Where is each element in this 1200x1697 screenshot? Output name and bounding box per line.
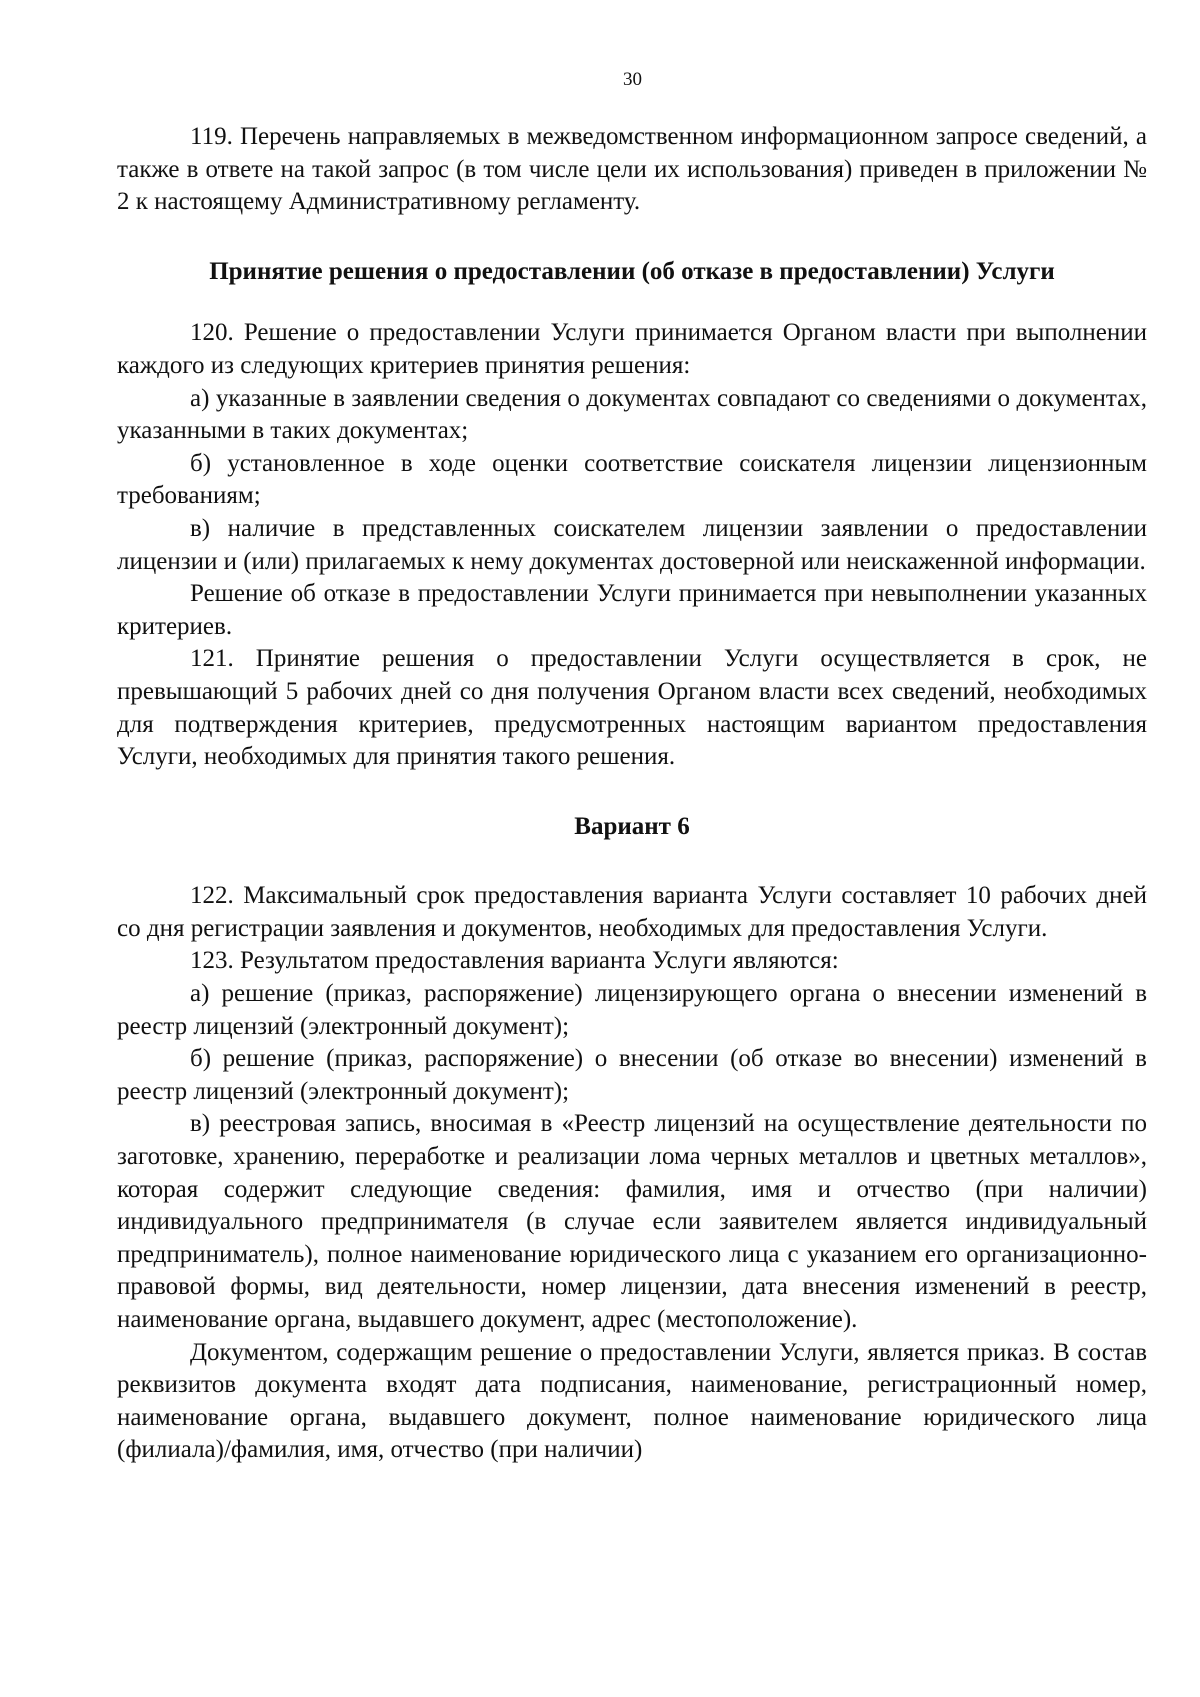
document-body	[117, 121, 1147, 1467]
paragraph-120-item-b: б) установленное в ходе оценки соответствие соискателя лицензии лицензионным требованиям;	[117, 449, 1147, 510]
paragraph-120-item-v: в) наличие в представленных соискателем лицензии заявлении о предоставлении лицензии и (или) прилагаемых к нему документах достоверной или неискаженной информации.	[117, 514, 1147, 575]
page-number: 30	[623, 69, 642, 90]
section-heading-variant-6: Вариант 6	[574, 812, 690, 840]
paragraph-122: 122. Максимальный срок предоставления варианта Услуги составляет 10 рабочих дней со дня регистрации заявления и документов, необходимых для предоставления Услуги.	[117, 882, 1147, 942]
paragraph-120: 120. Решение о предоставлении Услуги принимается Органом власти при выполнении каждого из следующих критериев принятия решения:	[117, 319, 1147, 379]
paragraph-123-item-v: в) реестровая запись, вносимая в «Реестр лицензий на осуществление деятельности по заготовке, хранению, переработке и реализации лома черных металлов и цветных металлов», которая содержит следующие сведения: фамилия, имя и отчество (при наличии) индивидуального предпринимателя (в случае если заявителем является индивидуальный предприниматель), полное наименование юридического лица с указанием его организационно-правовой формы, вид деятельности, номер лицензии, дата внесения изменений в реестр, наименование органа, выдавшего документ, адрес (местоположение).	[117, 1110, 1147, 1333]
paragraph-120-item-a: а) указанные в заявлении сведения о документах совпадают со сведениями о документах, указанными в таких документах;	[117, 384, 1147, 445]
paragraph-result-document: Документом, содержащим решение о предоставлении Услуги, является приказ. В состав реквизитов документа входят дата подписания, наименование, регистрационный номер, наименование органа, выдавшего документ, полное наименование юридического лица (филиала)/фамилия, имя, отчество (при наличии)	[117, 1338, 1147, 1464]
paragraph-refusal: Решение об отказе в предоставлении Услуги принимается при невыполнении указанных критериев.	[117, 580, 1147, 640]
section-heading-decision: Принятие решения о предоставлении (об отказе в предоставлении) Услуги	[209, 257, 1055, 285]
paragraph-123-item-a: а) решение (приказ, распоряжение) лицензирующего органа о внесении изменений в реестр лицензий (электронный документ);	[117, 980, 1147, 1040]
paragraph-119: 119. Перечень направляемых в межведомственном информационном запросе сведений, а также в ответе на такой запрос (в том числе цели их использования) приведен в приложении № 2 к настоящему Административному регламенту.	[117, 123, 1147, 216]
paragraph-123-item-b: б) решение (приказ, распоряжение) о внесении (об отказе во внесении) изменений в реестр лицензий (электронный документ);	[117, 1045, 1147, 1105]
paragraph-121: 121. Принятие решения о предоставлении Услуги осуществляется в срок, не превышающий 5 рабочих дней со дня получения Органом власти всех сведений, необходимых для подтверждения критериев, предусмотренных настоящим вариантом предоставления Услуги, необходимых для принятия такого решения.	[117, 645, 1147, 771]
paragraph-123: 123. Результатом предоставления варианта Услуги являются:	[190, 947, 839, 975]
